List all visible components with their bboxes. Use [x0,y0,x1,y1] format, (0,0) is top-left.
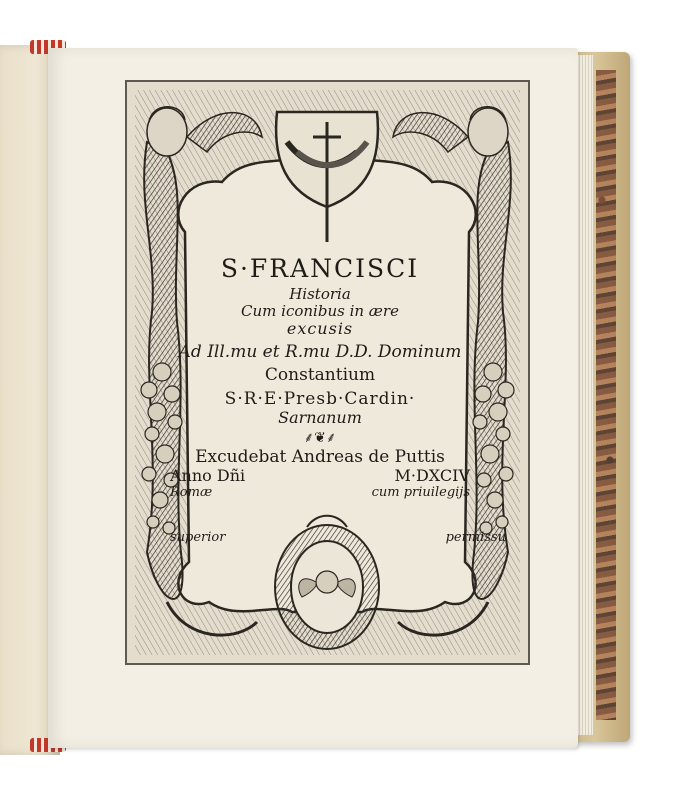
line-printer: Excudebat Andreas de Puttis [195,446,445,467]
permissu: permissu [445,530,506,545]
anno-domini: Anno Dñi [170,466,246,486]
line-constantium: Constantium [264,365,376,386]
permission-row [170,530,506,545]
marbled-endpaper [596,70,616,720]
line-sarnanum: Sarnanum [278,408,362,428]
line-cardinal: S·R·E·Presb·Cardin· [224,388,416,409]
line-cum-iconibus: Cum iconibus in ære [241,302,399,320]
title-text [170,255,470,501]
superior: superior [170,530,226,545]
line-excusis: excusis [286,319,354,339]
place-romae: Romæ [170,484,213,500]
line-dedication: Ad Ill.mu et R.mu D.D. Dominum [178,341,462,362]
page-title: S·FRANCISCI [220,254,420,283]
year-roman: M·DXCIV [394,466,470,486]
imprint-place-row [170,486,470,501]
privilege: cum priuilegijs [371,484,470,500]
imprint-date-row [170,467,470,485]
line-historia: Historia [289,284,351,303]
ornament-icon: ⸙❦⸙ [303,429,337,446]
